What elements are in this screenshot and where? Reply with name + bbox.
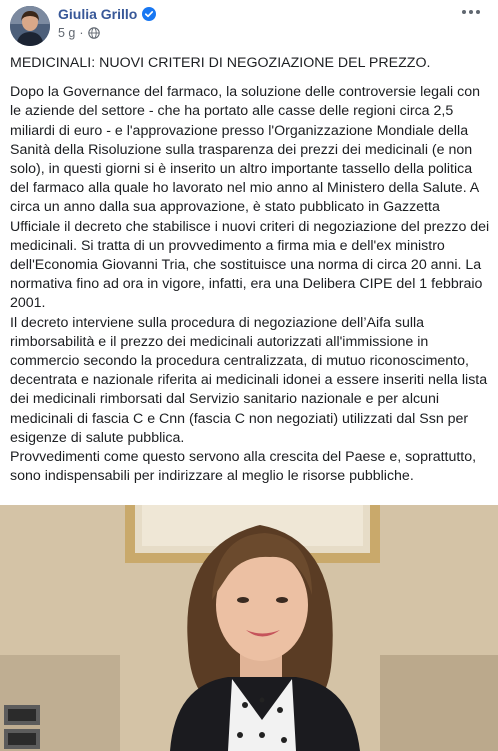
author-name-text[interactable]: Giulia Grillo <box>58 6 138 22</box>
more-dot <box>476 10 480 14</box>
globe-icon[interactable] <box>88 27 100 39</box>
portrait-image <box>0 505 498 751</box>
verified-badge-icon <box>142 7 156 21</box>
more-dot <box>462 10 466 14</box>
more-dot <box>469 10 473 14</box>
timestamp[interactable]: 5 g <box>58 26 76 40</box>
post-paragraph: Il decreto interviene sulla procedura di negoziazione dell’Aifa sulla rimborsabilità e il prezzo dei medicinali autorizzati all'immissione in commercio secondo la procedura centralizzata, di mutuo riconoscimento, decentrata e nazionale riferita ai medicinali idonei a essere inseriti nella lista dei medicinali rimborsati dal Servizio sanitario nazionale e per alcuni medicinali di fascia C e Cnn (fascia C non negoziati) utilizzati dal Ssn per esigenze di salute pubblica. <box>10 314 488 446</box>
avatar[interactable] <box>10 6 50 46</box>
post-text <box>10 54 490 486</box>
post-header <box>0 0 498 52</box>
author-name[interactable] <box>58 6 156 22</box>
post-meta <box>58 26 100 40</box>
post-paragraph: Dopo la Governance del farmaco, la soluzione delle controversie legali con le aziende del settore - che ha portato alle casse delle regioni circa 2,5 miliardi di euro - e l'approvazione presso l'Organizzazione Mondiale della Sanità della Risoluzione sulla trasparenza dei prezzi dei medicinali (e non solo), in questi giorni si è inserito un altro importante tassello della politica del farmaco alla quale ho lavorato nel mio anno al Ministero della Salute. A circa un anno dalla sua approvazione, è stato pubblicato in Gazzetta Ufficiale il decreto che stabilisce i nuovi criteri di negoziazione del prezzo dei medicinali. Si tratta di un provvedimento a firma mia e dell'ex ministro dell'Economia Giovanni Tria, che sostituisce una norma di circa 20 anni. La normativa fino ad ora in vigore, infatti, era una Delibera CIPE del 1 febbraio 2001. <box>10 84 490 312</box>
more-options-icon[interactable] <box>462 6 484 18</box>
meta-separator: · <box>79 26 84 40</box>
post-paragraph: Provvedimenti come questo servono alla crescita del Paese e, soprattutto, sono indispensabili per indirizzare al meglio le risorse pubbliche. <box>10 449 477 485</box>
post-title: MEDICINALI: NUOVI CRITERI DI NEGOZIAZIONE DEL PREZZO. <box>10 55 431 71</box>
post-photo[interactable] <box>0 505 498 751</box>
